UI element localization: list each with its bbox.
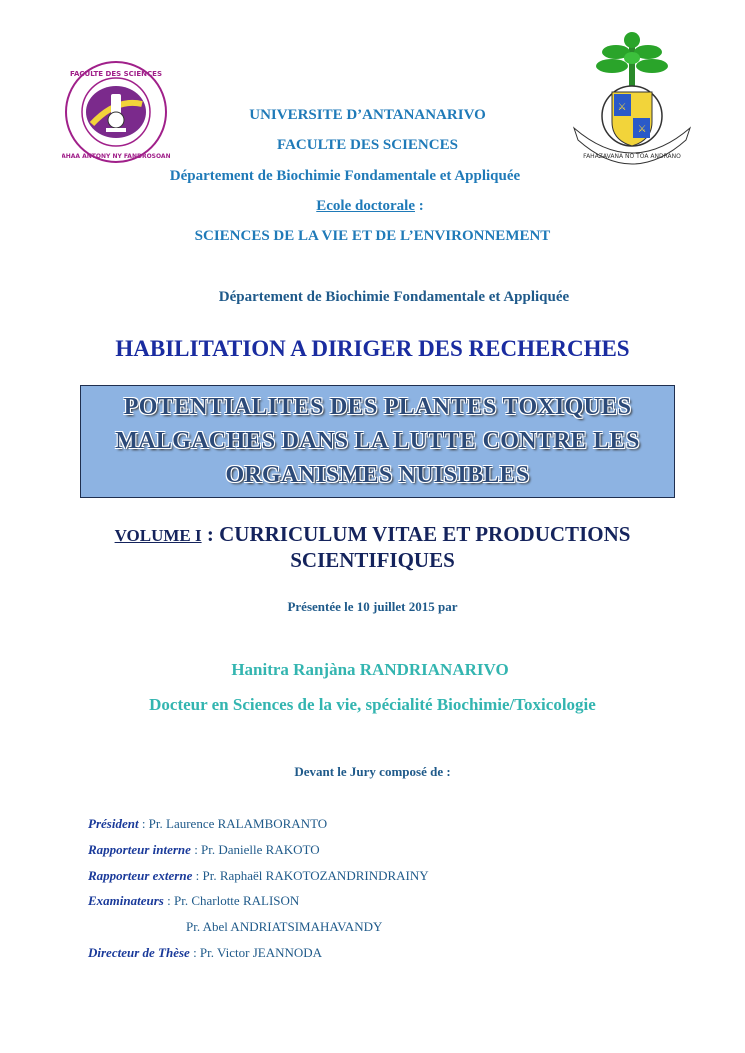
thesis-title-line-3: ORGANISMES NUISIBLES [225,462,530,488]
svg-text:⚔: ⚔ [637,124,647,135]
jury-member: : Pr. Danielle RAKOTO [190,842,320,857]
ecole-label: Ecole doctorale [316,198,415,214]
jury-member: : Pr. Laurence RALAMBORANTO [138,816,328,831]
volume-title-line-2: SCIENTIFIQUES [290,548,455,572]
jury-role: Rapporteur externe [88,868,193,883]
volume-heading [0,522,745,547]
jury-role: Rapporteur interne [88,842,191,857]
jury-member-examinateurs [88,893,299,909]
jury-member: Pr. Abel ANDRIATSIMAHAVANDY [186,919,383,934]
ecole-doctorale [0,198,740,215]
svg-text:FACULTE DES SCIENCES: FACULTE DES SCIENCES [70,70,162,78]
department-repeat: Département de Biochimie Fondamentale et Appliquée [218,289,570,305]
jury-member: : Pr. Raphaël RAKOTOZANDRINDRAINY [192,868,429,883]
jury-member-president [88,816,327,832]
svg-text:SAHAA ANTONY NY FANDROSOANA: SAHAA ANTONY NY FANDROSOANA [62,153,170,160]
presented-date: Présentée le 10 juillet 2015 par [287,599,458,614]
jury-intro: Devant le Jury composé de : [294,764,451,779]
author-name: Hanitra Ranjàna RANDRIANARIVO [231,660,509,679]
ecole-name: SCIENCES DE LA VIE ET DE L’ENVIRONNEMENT [194,228,551,244]
thesis-title-box [80,385,675,498]
department-name: Département de Biochimie Fondamentale et Appliquée [169,168,521,184]
jury-role: Président [88,816,139,831]
jury-member: : Pr. Victor JEANNODA [189,945,323,960]
habilitation-title: HABILITATION A DIRIGER DES RECHERCHES [115,336,630,361]
volume-colon: : [201,522,220,546]
jury-member-rapporteur-externe [88,868,429,884]
faculty-name: FACULTE DES SCIENCES [277,137,458,153]
jury-member-examinateur-2 [186,919,382,935]
svg-text:⚔: ⚔ [617,102,627,113]
jury-role: Directeur de Thèse [88,945,190,960]
thesis-title-line-1: POTENTIALITES DES PLANTES TOXIQUES [123,394,632,420]
jury-role: Examinateurs [88,893,164,908]
university-name: UNIVERSITE D’ANTANANARIVO [249,107,486,123]
jury-member-directeur [88,945,322,961]
ecole-colon: : [414,198,424,214]
thesis-title-line-2: MALGACHES DANS LA LUTTE CONTRE LES [115,428,640,454]
jury-member-rapporteur-interne [88,842,320,858]
jury-member: : Pr. Charlotte RALISON [163,893,300,908]
volume-label: VOLUME I [114,526,202,545]
volume-title-line-1: CURRICULUM VITAE ET PRODUCTIONS [219,522,631,546]
svg-text:FAHAZAVANA NO TOA ANDRANO: FAHAZAVANA NO TOA ANDRANO [583,153,681,160]
author-degree: Docteur en Sciences de la vie, spécialité Biochimie/Toxicologie [149,695,596,714]
